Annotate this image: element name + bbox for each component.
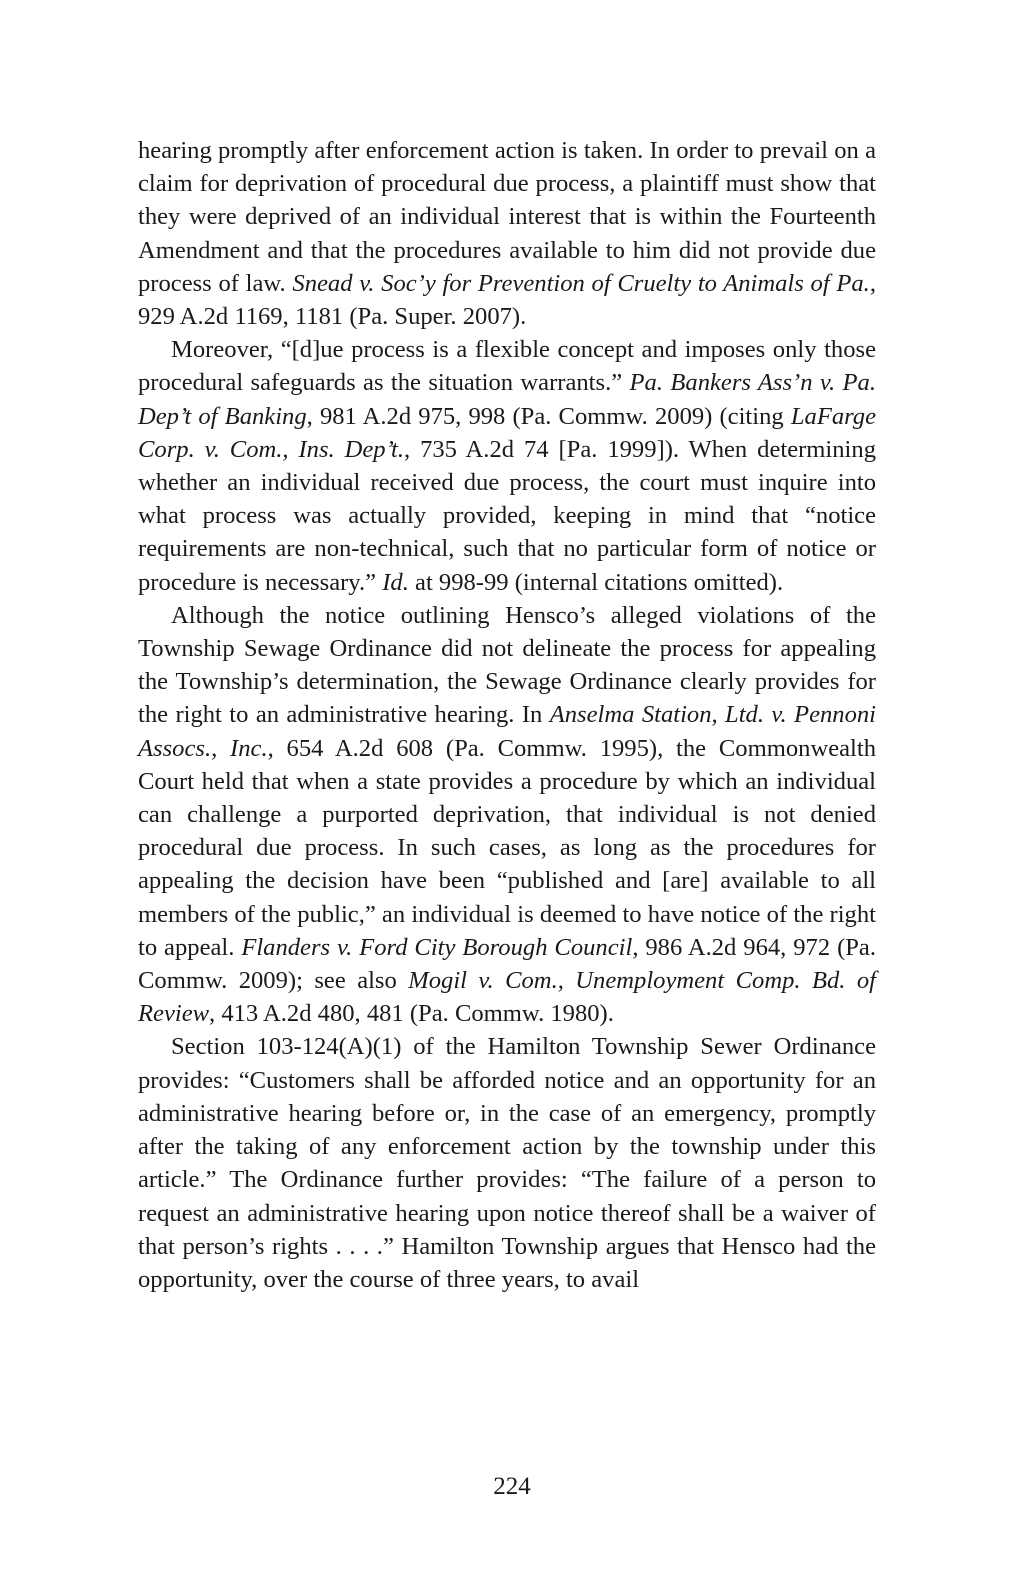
paragraph-2-text-2: , 981 A.2d 975, 998 (Pa. Commw. 2009) (citing xyxy=(306,402,791,430)
paragraph-1-text-1: hearing promptly after enforcement action is taken. In order to prevail on a claim for deprivation of procedural due process, a plaintiff must show that they were deprived of an individual interest that is within the Fourteenth Amendment and that the procedures available to him did not provide due process of law. xyxy=(138,137,876,297)
paragraph-3-text-1: Although the notice outlining Hensco’s alleged violations of the Township Sewage Ordinance did not delineate the process for appealing the Township’s determination, the Sewage Ordinance clearly provides for the right to an administrative hearing. In xyxy=(138,601,876,729)
paragraph-1 xyxy=(138,134,876,333)
paragraph-3-text-2: , 654 A.2d 608 (Pa. Commw. 1995), the Commonwealth Court held that when a state provides a procedure by which an individual can challenge a purported deprivation, that individual is not denied procedural due process. In such cases, as long as the procedures for appealing the decision have been “published and [are] available to all members of the public,” an individual is deemed to have notice of the right to appeal. xyxy=(138,734,876,961)
case-citation-anselma: Anselma Station, Ltd. v. Pennoni Assocs., Inc. xyxy=(138,701,877,762)
paragraph-2-text-4: at 998-99 (internal citations omitted). xyxy=(408,568,784,596)
paragraph-2-text-1: Moreover, “[d]ue process is a flexible concept and imposes only those procedural safeguards as the situation warrants.” xyxy=(138,336,876,397)
paragraph-3-text-4: , 413 A.2d 480, 481 (Pa. Commw. 1980). xyxy=(209,1000,614,1028)
case-citation-mogil: Mogil v. Com., Unemployment Comp. Bd. of Review xyxy=(138,967,876,1028)
paragraph-3 xyxy=(138,599,876,1031)
paragraph-4 xyxy=(138,1030,876,1296)
paragraph-4-text-1: Section 103-124(A)(1) of the Hamilton Township Sewer Ordinance provides: “Customers shall be afforded notice and an opportunity for an administrative hearing before or, in the case of an emergency, promptly after the taking of any enforcement action by the township under this article.” The Ordinance further provides: “The failure of a person to request an administrative hearing upon notice thereof shall be a waiver of that person’s rights . . . .” Hamilton Township argues that Hensco had the opportunity, over the course of three years, to avail xyxy=(138,1033,876,1293)
case-citation-snead: Snead v. Soc’y for Prevention of Cruelty to Animals of Pa. xyxy=(292,269,870,297)
case-citation-lafarge: LaFarge Corp. v. Com., Ins. Dep’t. xyxy=(138,402,877,463)
paragraph-1-text-2: , 929 A.2d 1169, 1181 (Pa. Super. 2007). xyxy=(138,269,876,331)
page-number: 224 xyxy=(493,1473,531,1500)
paragraph-2 xyxy=(138,333,876,599)
case-citation-flanders: Flanders v. Ford City Borough Council xyxy=(241,933,633,961)
citation-id: Id. xyxy=(382,568,409,596)
case-citation-pa-bankers: Pa. Bankers Ass’n v. Pa. Dep’t of Banking xyxy=(138,369,876,430)
document-body xyxy=(138,134,876,1296)
paragraph-3-text-3: , 986 A.2d 964, 972 (Pa. Commw. 2009); see also xyxy=(138,933,877,995)
paragraph-2-text-3: , 735 A.2d 74 [Pa. 1999]). When determining whether an individual received due process, the court must inquire into what process was actually provided, keeping in mind that “notice requirements are non-technical, such that no particular form of notice or procedure is necessary.” xyxy=(138,435,876,596)
